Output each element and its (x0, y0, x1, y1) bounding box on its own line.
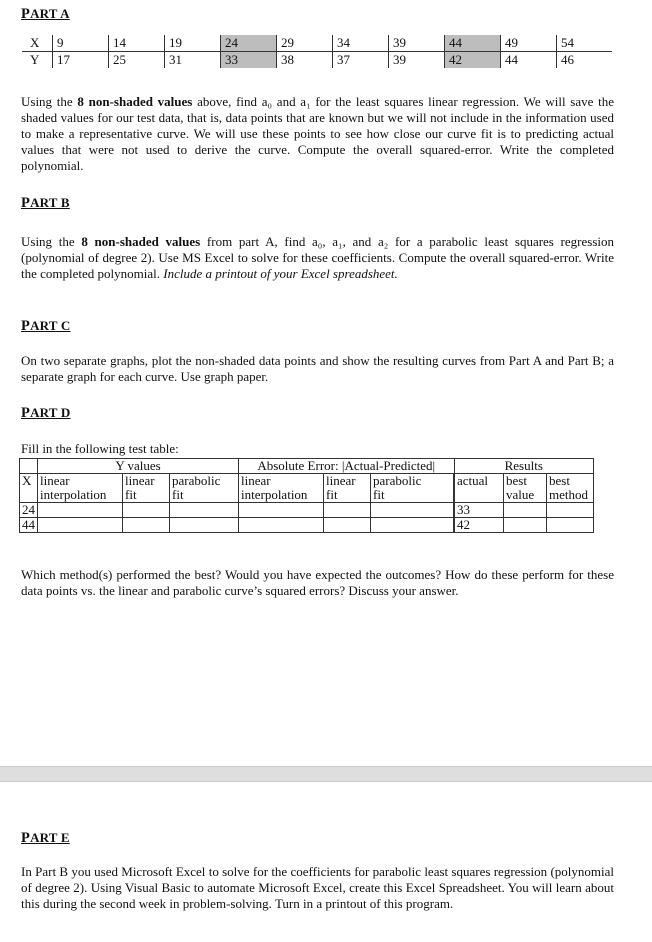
y-cell: 38 (277, 52, 333, 69)
test-table-column-header (20, 474, 594, 503)
part-b-paragraph: Using the 8 non-shaded values from part A, find a₀, a₁, and a₂ for a parabolic least squares regression (polynomial of degree 2). Use MS Excel to solve for these coefficients. Compute the overall squared-error. Write the completed polynomial. Include a printout of your Excel spreadsheet. (21, 234, 614, 281)
test-table-group-header (20, 459, 594, 474)
x-cell: 9 (53, 35, 109, 52)
linear-fit-cell (123, 503, 170, 518)
actual-header: actual (454, 474, 504, 503)
linear-interpolation-cell (38, 503, 123, 518)
row-x-value: 44 (20, 518, 38, 533)
x-cell: 29 (277, 35, 333, 52)
part-b-heading: PART B (21, 195, 70, 211)
y-values-group: Y values (38, 459, 239, 474)
linear-interpolation-cell (38, 518, 123, 533)
parabolic-fit-cell (170, 503, 239, 518)
linear-fit-cell (123, 518, 170, 533)
part-e-heading: PART E (21, 830, 70, 846)
best-method-cell (547, 518, 594, 533)
x-cell: 39 (389, 35, 445, 52)
best-value-cell (504, 503, 547, 518)
abs-parabolic-fit-cell (371, 503, 455, 518)
y-cell: 39 (389, 52, 445, 69)
abs-linear-fit-cell (324, 518, 371, 533)
row-x-value: 24 (20, 503, 38, 518)
part-a-heading: PART A (21, 6, 70, 22)
x-column-header: X (20, 474, 38, 503)
x-cell: 14 (109, 35, 165, 52)
x-cell: 34 (333, 35, 389, 52)
linear-fit-header: linear fit (123, 474, 170, 503)
abs-linear-interpolation-cell (239, 503, 324, 518)
test-table-row (20, 518, 594, 533)
part-d-intro: Fill in the following test table: (21, 441, 179, 456)
linear-interpolation-header: linear interpolation (38, 474, 123, 503)
abs-parabolic-fit-cell (371, 518, 455, 533)
test-table (19, 458, 594, 533)
part-e-paragraph: In Part B you used Microsoft Excel to solve for the coefficients for parabolic least squares regression (polynomial of degree 2). Using Visual Basic to automate Microsoft Excel, create this Excel Spreadsheet. You will learn about this during the second week in problem-solving. Turn in a printout of this program. (21, 864, 614, 911)
part-c-paragraph: On two separate graphs, plot the non-shaded data points and show the resulting curves from Part A and Part B; a separate graph for each curve. Use graph paper. (21, 353, 614, 384)
y-cell: 44 (501, 52, 557, 69)
parabolic-fit-cell (170, 518, 239, 533)
y-cell: 42 (445, 52, 501, 69)
abs-linear-fit-header: linear fit (324, 474, 371, 503)
y-label: Y (30, 52, 40, 67)
blank-header-cell (20, 459, 38, 474)
part-c-heading: PART C (21, 318, 71, 334)
best-method-cell (547, 503, 594, 518)
x-cell: 54 (557, 35, 613, 52)
x-cell: 19 (165, 35, 221, 52)
x-cell: 49 (501, 35, 557, 52)
part-d-heading: PART D (21, 405, 71, 421)
results-group: Results (454, 459, 594, 474)
abs-linear-interpolation-cell (239, 518, 324, 533)
parabolic-fit-header: parabolic fit (170, 474, 239, 503)
best-value-cell (504, 518, 547, 533)
part-a-paragraph: Using the 8 non-shaded values above, find a₀ and a₁ for the least squares linear regression. We will save the shaded values for our test data, that is, data points that are known but we will not include in the information used to make a representative curve. We will use these points to see how close our curve fit is to predicting actual values that were not used to derive the curve. Compute the overall squared-error. Write the completed polynomial. (21, 94, 614, 173)
xy-data-table (22, 35, 612, 68)
y-cell: 25 (109, 52, 165, 69)
x-row (22, 35, 612, 52)
page-separator (0, 766, 652, 782)
actual-cell: 33 (454, 503, 504, 518)
y-cell: 37 (333, 52, 389, 69)
y-row (22, 52, 612, 69)
y-cell: 31 (165, 52, 221, 69)
abs-linear-interpolation-header: linear interpolation (239, 474, 324, 503)
x-cell: 24 (221, 35, 277, 52)
abs-parabolic-fit-header: parabolic fit (371, 474, 455, 503)
x-cell: 44 (445, 35, 501, 52)
best-value-header: best value (504, 474, 547, 503)
abs-linear-fit-cell (324, 503, 371, 518)
y-cell: 17 (53, 52, 109, 69)
y-cell: 33 (221, 52, 277, 69)
part-d-question: Which method(s) performed the best? Would you have expected the outcomes? How do these perform for these data points vs. the linear and parabolic curve’s squared errors? Discuss your answer. (21, 567, 614, 598)
absolute-error-group: Absolute Error: |Actual-Predicted| (239, 459, 455, 474)
x-label: X (22, 35, 53, 52)
test-table-row (20, 503, 594, 518)
y-cell: 46 (557, 52, 613, 69)
actual-cell: 42 (454, 518, 504, 533)
best-method-header: best method (547, 474, 594, 503)
